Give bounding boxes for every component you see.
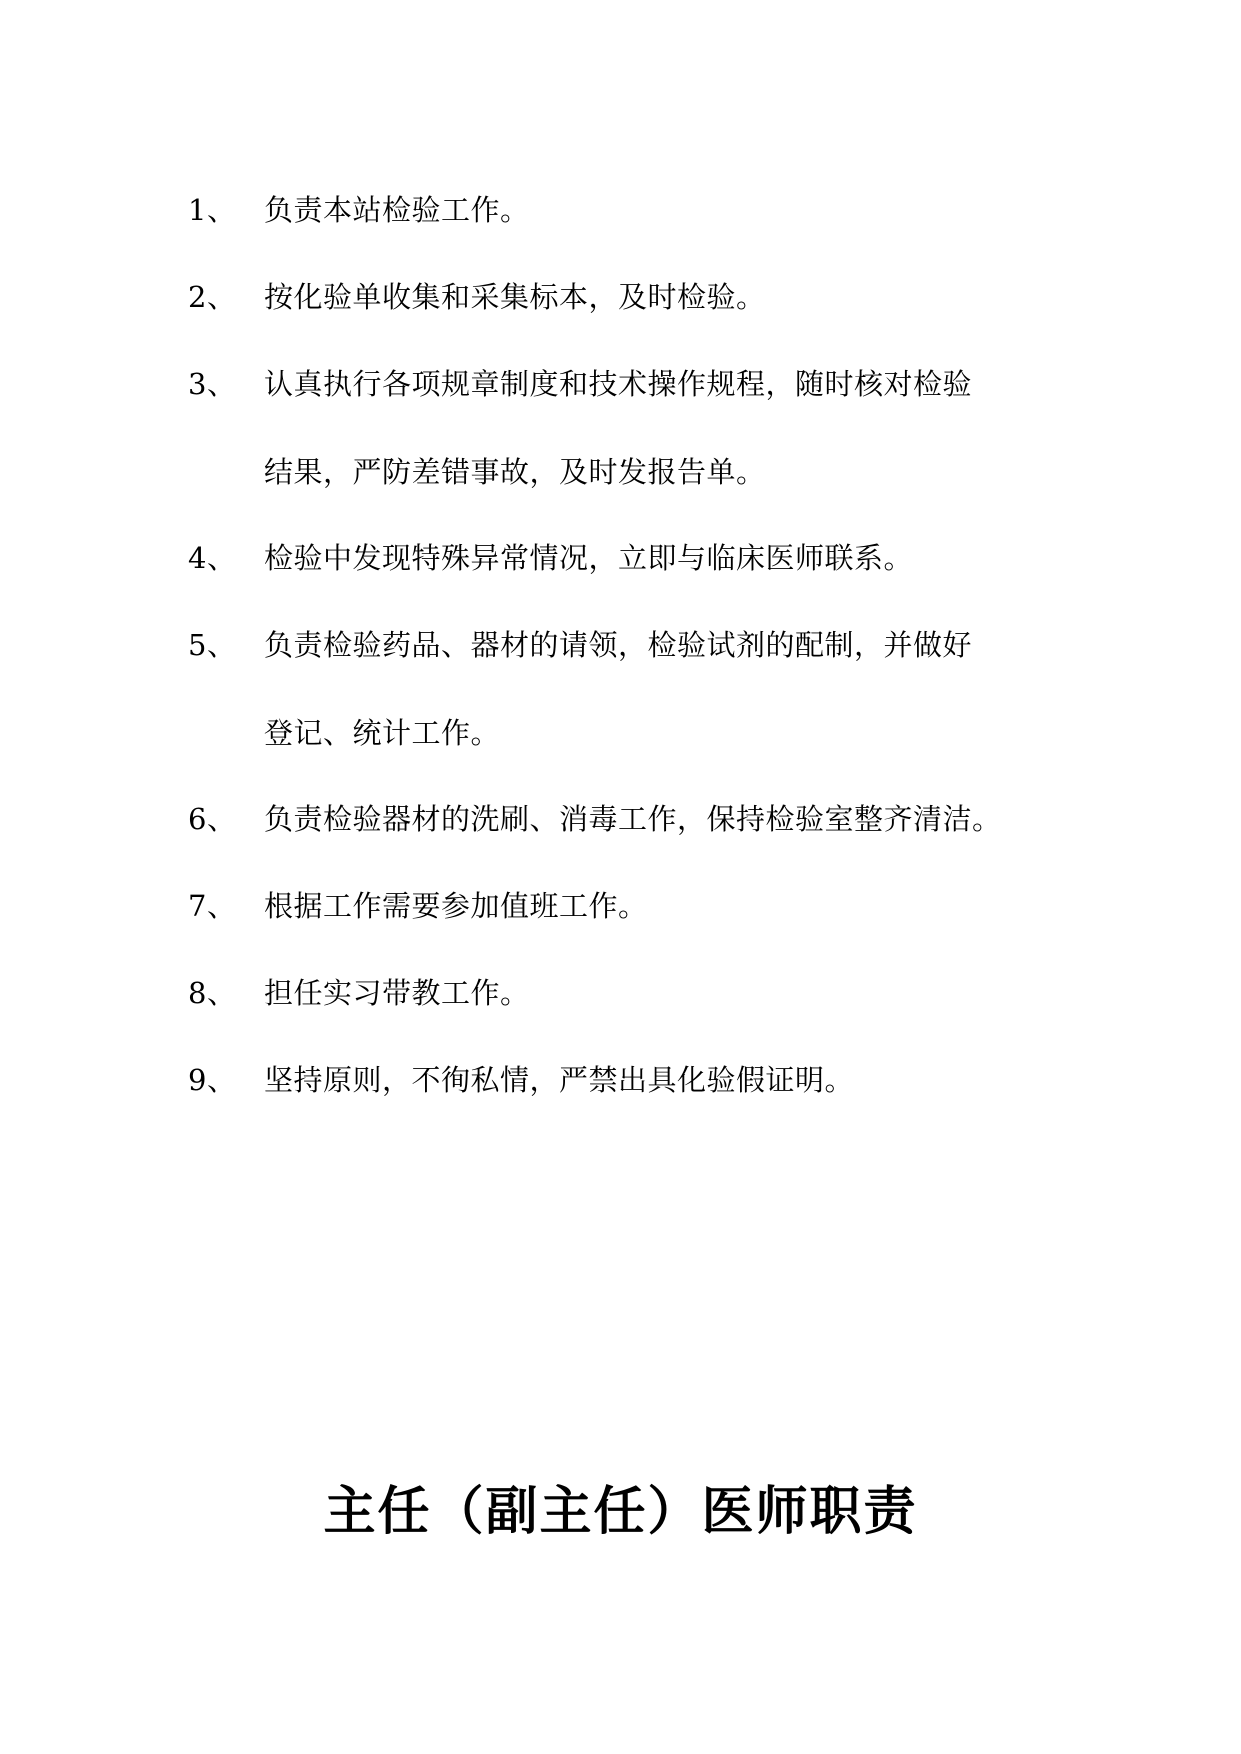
duty-number: 2、 <box>188 280 237 314</box>
duty-number: 4、 <box>188 541 237 575</box>
duty-text: 负责检验药品、器材的请领，检验试剂的配制，并做好 <box>264 628 973 662</box>
duty-number: 6、 <box>188 802 237 836</box>
duty-text: 负责检验器材的洗刷、消毒工作，保持检验室整齐清洁。 <box>264 802 1002 836</box>
duty-text-continued: 登记、统计工作。 <box>264 716 501 750</box>
duty-number: 9、 <box>188 1063 237 1097</box>
duty-text: 坚持原则，不徇私情，严禁出具化验假证明。 <box>264 1063 855 1097</box>
duty-number: 3、 <box>188 367 237 401</box>
duty-number: 1、 <box>188 193 237 227</box>
duty-number: 7、 <box>188 889 237 923</box>
duty-number: 8、 <box>188 976 237 1010</box>
section-title: 主任（副主任）医师职责 <box>323 1481 918 1542</box>
duty-text: 按化验单收集和采集标本，及时检验。 <box>264 280 766 314</box>
duty-text: 认真执行各项规章制度和技术操作规程，随时核对检验 <box>264 367 973 401</box>
duty-text: 负责本站检验工作。 <box>264 193 530 227</box>
duty-text: 根据工作需要参加值班工作。 <box>264 889 648 923</box>
duty-text-continued: 结果，严防差错事故，及时发报告单。 <box>264 455 766 489</box>
duty-number: 5、 <box>188 628 237 662</box>
duty-text: 检验中发现特殊异常情况，立即与临床医师联系。 <box>264 541 914 575</box>
duty-text: 担任实习带教工作。 <box>264 976 530 1010</box>
